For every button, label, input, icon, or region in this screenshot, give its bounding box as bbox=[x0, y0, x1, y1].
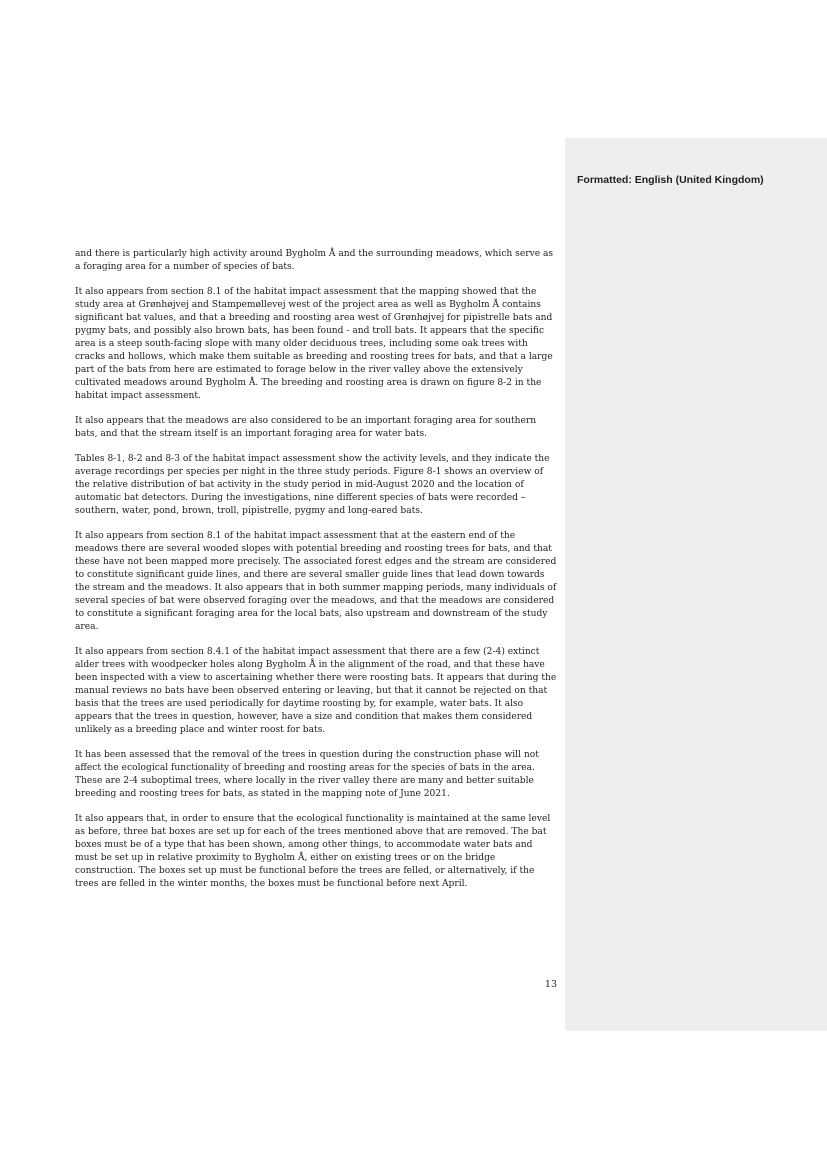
paragraph: and there is particularly high activity around Bygholm Å and the surrounding meadows, which serve as a foraging area for a number of species of bats. bbox=[75, 249, 554, 272]
paragraph: It also appears that the meadows are also considered to be an important foraging area for southern bats, and that the stream itself is an important foraging area for water bats. bbox=[75, 416, 537, 439]
comment-pane bbox=[565, 138, 827, 1031]
paragraph: It also appears that, in order to ensure that the ecological functionality is maintained at the same level as before, three bat boxes are set up for each of the trees mentioned above that are removed. The bat boxes must be of a type that has been shown, among other things, to accommodate water bats and must be set up in relative proximity to Bygholm Å, either on existing trees or on the bridge construction. The boxes set up must be functional before the trees are felled, or alternatively, if the trees are felled in the winter months, the boxes must be functional before next April. bbox=[75, 814, 551, 889]
paragraph: It also appears from section 8.4.1 of the habitat impact assessment that there are a few (2-4) extinct alder trees with woodpecker holes along Bygholm Å in the alignment of the road, and that these have been inspected with a view to ascertaining whether there were roosting bats. It appears that during the manual reviews no bats have been observed entering or leaving, but that it cannot be rejected on that basis that the trees are used periodically for daytime roosting by, for example, water bats. It also appears that the trees in question, however, have a size and condition that makes them considered unlikely as a breeding place and winter roost for bats. bbox=[75, 647, 557, 735]
comment-formatted-label: Formatted: English (United Kingdom) bbox=[577, 174, 764, 186]
paragraph: It also appears from section 8.1 of the habitat impact assessment that the mapping showed that the study area at Grønhøjvej and Stampemøllevej west of the project area as well as Bygholm Å contains significant bat values, and that a breeding and roosting area west of Grønhøjvej for pipistrelle bats and pygmy bats, and possibly also brown bats, has been found - and troll bats. It appears that the specific area is a steep south-facing slope with many older deciduous trees, including some oak trees with cracks and hollows, which make them suitable as breeding and roosting trees for bats, and that a large part of the bats from here are estimated to forage below in the river valley above the extensively cultivated meadows around Bygholm Å. The breeding and roosting area is drawn on figure 8-2 in the habitat impact assessment. bbox=[75, 287, 553, 401]
document-body bbox=[75, 248, 558, 903]
paragraph: Tables 8-1, 8-2 and 8-3 of the habitat impact assessment show the activity levels, and they indicate the average recordings per species per night in the three study periods. Figure 8-1 shows an overview of the relative distribution of bat activity in the study period in mid-August 2020 and the location of automatic bat detectors. During the investigations, nine different species of bats were recorded – southern, water, pond, brown, troll, pipistrelle, pygmy and long-eared bats. bbox=[75, 454, 550, 516]
paragraph: It has been assessed that the removal of the trees in question during the construction phase will not affect the ecological functionality of breeding and roosting areas for the species of bats in the area. These are 2-4 suboptimal trees, where locally in the river valley there are many and better suitable breeding and roosting trees for bats, as stated in the mapping note of June 2021. bbox=[75, 750, 539, 799]
paragraph: It also appears from section 8.1 of the habitat impact assessment that at the eastern end of the meadows there are several wooded slopes with potential breeding and roosting trees for bats, and that these have not been mapped more precisely. The associated forest edges and the stream are considered to constitute significant guide lines, and there are several smaller guide lines that lead down towards the stream and the meadows. It also appears that in both summer mapping periods, many individuals of several species of bat were observed foraging over the meadows, and that the meadows are considered to constitute a significant foraging area for the local bats, also upstream and downstream of the study area. bbox=[75, 531, 557, 632]
page-number: 13 bbox=[544, 979, 557, 990]
